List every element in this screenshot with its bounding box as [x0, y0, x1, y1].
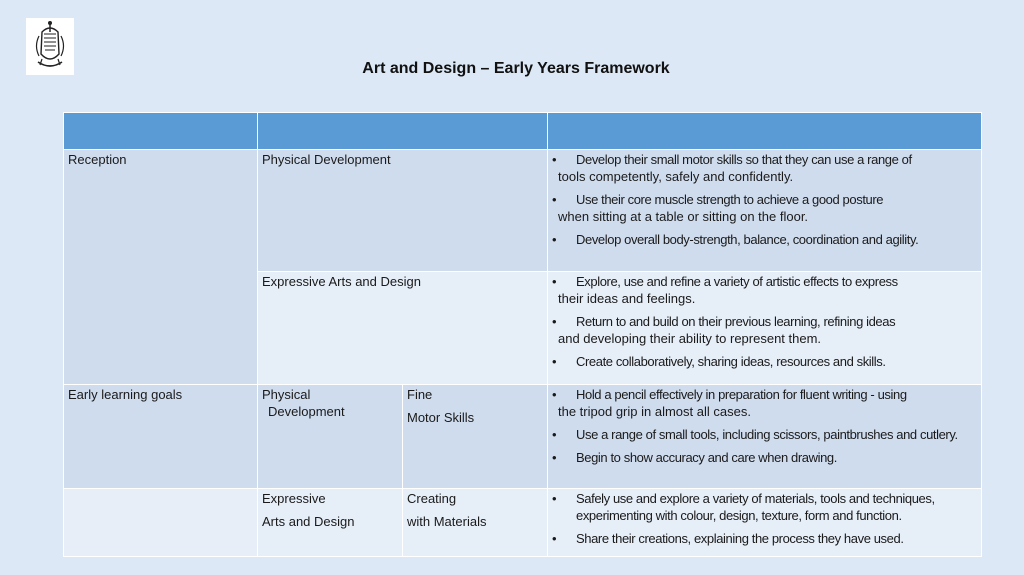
goal-line: Motor Skills	[407, 409, 475, 425]
list-item: • Begin to show accuracy and care when drawing.	[552, 450, 977, 467]
area-expressive-arts: Expressive Arts and Design	[258, 272, 548, 385]
outcomes-cell	[548, 272, 982, 385]
area-expressive-arts	[258, 489, 403, 557]
header-cell	[64, 113, 258, 150]
table-row	[64, 489, 982, 557]
goal-fine-motor-skills	[403, 385, 548, 489]
list-item: • Use a range of small tools, including scissors, paintbrushes and cutlery.	[552, 427, 977, 444]
list-item: • Safely use and explore a variety of materials, tools and techniques, experimenting with colour, design, texture, form and function.	[552, 491, 977, 525]
area-line: Expressive	[262, 491, 326, 506]
list-item: • Explore, use and refine a variety of artistic effects to express their ideas and feelings.	[552, 274, 977, 308]
list-item: • Hold a pencil effectively in preparation for fluent writing - using the tripod grip in almost all cases.	[552, 387, 977, 421]
table-header-row	[64, 113, 982, 150]
list-item: • Share their creations, explaining the process they have used.	[552, 531, 977, 548]
goal-line: with Materials	[407, 513, 487, 529]
goal-line: Creating	[407, 491, 457, 506]
table-row	[64, 385, 982, 489]
page-title: Art and Design – Early Years Framework	[362, 60, 670, 77]
stage-empty-cell	[64, 489, 258, 557]
list-item: • Return to and build on their previous learning, refining ideas and developing their ability to represent them.	[552, 314, 977, 348]
outcomes-cell	[548, 150, 982, 272]
goal-creating-with-materials	[403, 489, 548, 557]
header-cell	[258, 113, 548, 150]
area-physical-development	[258, 385, 403, 489]
outcomes-cell	[548, 385, 982, 489]
outcomes-cell	[548, 489, 982, 557]
stage-label-elg: Early learning goals	[64, 385, 258, 489]
list-item: • Develop overall body-strength, balance, coordination and agility.	[552, 232, 977, 249]
framework-table	[63, 112, 982, 557]
goal-line: Fine	[407, 387, 433, 402]
area-line: Physical	[262, 387, 311, 402]
list-item: • Use their core muscle strength to achieve a good posture when sitting at a table or sitting on the floor.	[552, 192, 977, 226]
stage-label-reception: Reception	[64, 150, 258, 385]
header-cell	[548, 113, 982, 150]
area-line: Arts and Design	[262, 513, 355, 529]
area-physical-development: Physical Development	[258, 150, 548, 272]
area-line: Development	[268, 403, 345, 419]
list-item: • Develop their small motor skills so that they can use a range of tools competently, safely and confidently.	[552, 152, 977, 186]
list-item: • Create collaboratively, sharing ideas, resources and skills.	[552, 354, 977, 371]
table-row	[64, 150, 982, 272]
